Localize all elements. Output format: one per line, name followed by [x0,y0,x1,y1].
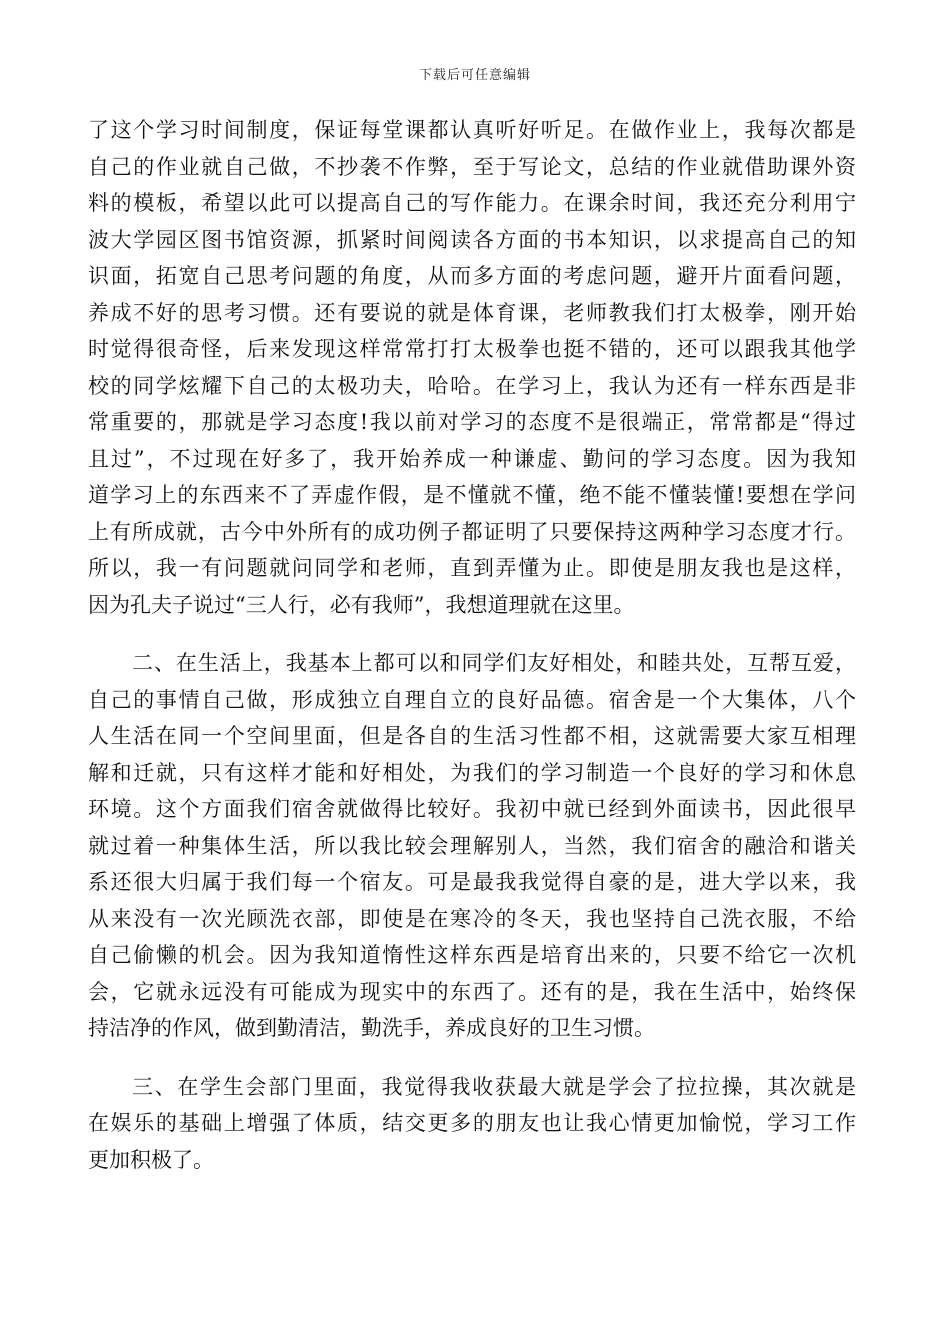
page-header: 下载后可任意编辑 [418,68,531,83]
text-line: 道学习上的东西来不了弄虚作假，是不懂就不懂，绝不能不懂装懂!要想在学问 [88,483,856,507]
text-line: 波大学园区图书馆资源，抓紧时间阅读各方面的书本知识，以求提高自己的知 [88,227,856,252]
paragraph-spacer [88,623,856,645]
paragraph-life [88,645,856,1047]
text-line: 自己的作业就自己做，不抄袭不作弊，至于写论文，总结的作业就借助课外资 [88,154,856,179]
text-line: 自己偷懒的机会。因为我知道惰性这样东西是培育出来的，只要不给它一次机 [88,943,856,967]
text-line: 且过”，不过现在好多了，我开始养成一种谦虚、勤问的学习态度。因为我知 [88,446,856,471]
text-line: 解和迁就，只有这样才能和好相处，为我们的学习制造一个良好的学习和休息 [88,760,856,785]
text-line: 会，它就永远没有可能成为现实中的东西了。还有的是，我在生活中，始终保 [88,979,856,1004]
text-line: 所以，我一有问题就问同学和老师，直到弄懂为止。即使是朋友我也是这样， [88,556,856,580]
paragraph-spacer [88,1047,856,1069]
text-line: 上有所成就，古今中外所有的成功例子都证明了只要保持这两种学习态度才行。 [88,519,856,544]
document-body [88,112,856,1178]
text-line: 自己的事情自己做，形成独立自理自立的良好品德。宿舍是一个大集体，八个 [88,687,856,712]
text-line: 在娱乐的基础上增强了体质，结交更多的朋友也让我心情更加愉悦，学习工作 [88,1111,856,1135]
text-line: 因为孔夫子说过“三人行，必有我师”，我想道理就在这里。 [88,592,635,617]
text-line: 三、在学生会部门里面，我觉得我收获最大就是学会了拉拉操，其次就是 [132,1074,856,1099]
text-line: 时觉得很奇怪，后来发现这样常常打打太极拳也挺不错的，还可以跟我其他学 [88,337,856,361]
text-line: 持洁净的作风，做到勤清洁，勤洗手，养成良好的卫生习惯。 [88,1016,655,1040]
text-line: 识面，拓宽自己思考问题的角度，从而多方面的考虑问题，避开片面看问题， [88,264,856,288]
paragraph-student-union [88,1069,856,1179]
text-line: 校的同学炫耀下自己的太极功夫，哈哈。在学习上，我认为还有一样东西是非 [88,373,856,398]
text-line: 从来没有一次光顾洗衣部，即使是在寒冷的冬天，我也坚持自己洗衣服，不给 [88,906,856,931]
text-line: 就过着一种集体生活，所以我比较会理解别人，当然，我们宿舍的融洽和谐关 [88,833,856,858]
text-line: 系还很大归属于我们每一个宿友。可是最我我觉得自豪的是，进大学以来，我 [88,870,856,894]
text-line: 人生活在同一个空间里面，但是各自的生活习性都不相，这就需要大家互相理 [88,724,856,748]
paragraph-study [88,112,856,623]
text-line: 料的模板，希望以此可以提高自己的写作能力。在课余时间，我还充分利用宁 [88,191,856,215]
text-line: 更加积极了。 [88,1147,214,1172]
text-line: 环境。这个方面我们宿舍就做得比较好。我初中就已经到外面读书，因此很早 [88,797,856,821]
text-line: 养成不好的思考习惯。还有要说的就是体育课，老师教我们打太极拳，刚开始 [88,300,856,325]
text-line: 了这个学习时间制度，保证每堂课都认真听好听足。在做作业上，我每次都是 [88,118,856,142]
text-line: 二、在生活上，我基本上都可以和同学们友好相处，和睦共处，互帮互爱， [132,651,856,675]
text-line: 常重要的，那就是学习态度!我以前对学习的态度不是很端正，常常都是“得过 [88,410,856,434]
